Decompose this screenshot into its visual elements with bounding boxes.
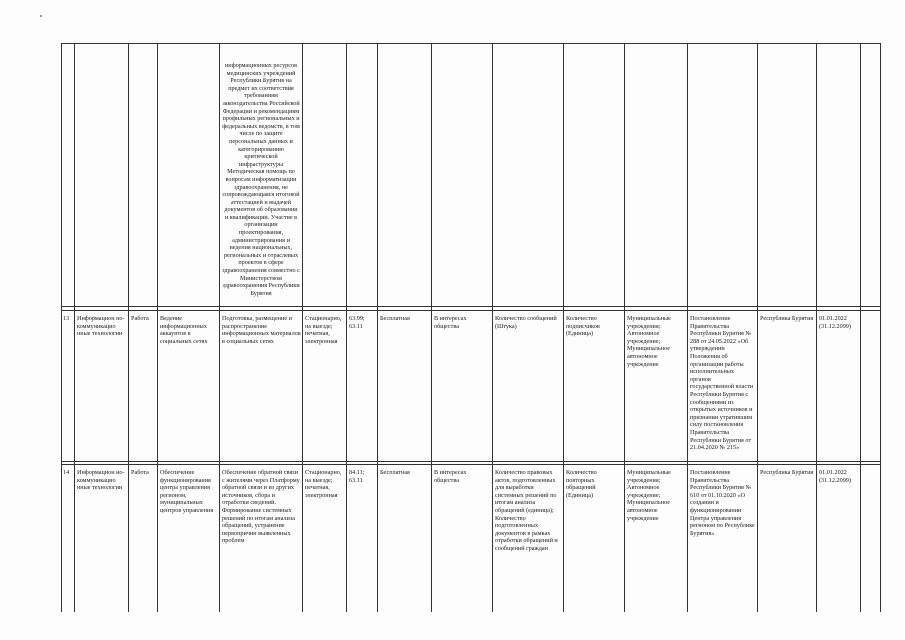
dates-text: 01.01.2022 (31.12.2099) bbox=[819, 315, 851, 330]
column-divider bbox=[860, 43, 861, 612]
row-14-indicator2-cell bbox=[566, 469, 623, 499]
content-text: Подготовка, размещение и распространение информационных материалов в социальных сетях bbox=[222, 315, 301, 345]
okved-text: 63.99; 63.11 bbox=[349, 315, 365, 330]
column-divider bbox=[377, 43, 378, 612]
row-13-number-cell bbox=[63, 315, 74, 323]
row-13-category-cell bbox=[77, 315, 127, 338]
column-divider bbox=[74, 43, 75, 612]
form-text: Стационарно, на выезде; печатная, электронная bbox=[305, 469, 342, 499]
row-14-interest-cell bbox=[434, 469, 491, 484]
row-14-payment-cell bbox=[380, 469, 430, 477]
row-14-basis-cell bbox=[690, 469, 756, 537]
activity-text: Обеспечение функционирования центра управления регионом, муниципальных центров управления bbox=[160, 469, 214, 514]
row-13-dates-cell bbox=[819, 315, 859, 330]
region-text: Республика Бурятия bbox=[760, 315, 814, 322]
institutions-text: Муниципальные учреждения; Автономное учреждение; Муниципальное автономное учреждение bbox=[627, 469, 671, 522]
row-13-payment-cell bbox=[380, 315, 430, 323]
indicator-text: Количество сообщений (Штука) bbox=[495, 315, 557, 330]
column-divider bbox=[219, 43, 220, 612]
basis-text: Постановление Правительства Республики Бурятия № 610 от 01.10.2020 «О создании и функционировании Центра управления регионом по Республике Бурятия» bbox=[690, 469, 755, 537]
continuation-cell bbox=[222, 62, 300, 297]
scan-speck bbox=[40, 15, 42, 17]
row-14-dates-cell bbox=[819, 469, 859, 484]
payment-text: Бесплатная bbox=[380, 469, 410, 476]
content-text: Обеспечение обратной связи с жителями через Платформу обратной связи и из других источников, сбора и отработки сведений. Формирование системных решений по итогам анализа обращений, устранение первопричин выявленных проблем bbox=[222, 469, 300, 545]
indicator2-text: Количество подписчиков (Единица) bbox=[566, 315, 600, 338]
row-number: 13 bbox=[63, 315, 70, 322]
row-13-content-cell bbox=[222, 315, 301, 345]
row-13-activity-cell bbox=[160, 315, 218, 345]
category-text: Информацион но-коммуникацио нные технологии bbox=[77, 315, 125, 338]
column-divider bbox=[128, 43, 129, 612]
row-14-institutions-cell bbox=[627, 469, 686, 522]
row-number: 14 bbox=[63, 469, 70, 476]
row-14-content-cell bbox=[222, 469, 301, 545]
row-14-okved-cell bbox=[349, 469, 376, 484]
region-text: Республика Бурятия bbox=[760, 469, 814, 476]
indicator-text: Количество правовых актов, подготовленных для выработки системных решений по итогам анализа обращений (единица); Количество подготовленных документов в рамках отработки обращений и сообщений граждан bbox=[495, 469, 558, 552]
row-14-form-cell bbox=[305, 469, 346, 499]
row-13-indicator2-cell bbox=[566, 315, 623, 338]
row-14-number-cell bbox=[63, 469, 74, 477]
column-divider bbox=[563, 43, 564, 612]
continuation-text: информационных ресурсов медицинских учреждений Республики Бурятия на предмет их соответствия требованиям законодательства Российской Федерации и рекомендациям профильных региональных и федеральных ведомств, в том числе по защите персональных данных и категорированию критической инфраструктуры Методическая помощь по вопросам информатизации здравоохранения, не сопровождающаяся итоговой аттестацией и выдачей документов об образовании и квалификации. Участие в организации проектирования, администрирования и ведения национальных, региональных и отраслевых проектов в сфере здравоохранения совместно с Министерством здравоохранения Республики Бурятия bbox=[222, 62, 300, 297]
row-14-type-cell bbox=[131, 469, 157, 477]
column-divider bbox=[757, 43, 758, 612]
column-divider bbox=[346, 43, 347, 612]
column-divider bbox=[302, 43, 303, 612]
column-divider bbox=[816, 43, 817, 612]
row-13-region-cell bbox=[760, 315, 815, 323]
row-13-type-cell bbox=[131, 315, 157, 323]
row-14-region-cell bbox=[760, 469, 815, 477]
type-text: Работа bbox=[131, 315, 149, 322]
row-13-interest-cell bbox=[434, 315, 491, 330]
column-divider bbox=[687, 43, 688, 612]
dates-text: 01.01.2022 (31.12.2099) bbox=[819, 469, 851, 484]
row-13-basis-cell bbox=[690, 315, 756, 452]
activity-text: Ведение информационных аккаунтов в социальных сетях bbox=[160, 315, 208, 345]
type-text: Работа bbox=[131, 469, 149, 476]
row-14-activity-cell bbox=[160, 469, 218, 515]
row-13-okved-cell bbox=[349, 315, 376, 330]
row-14-indicator-cell bbox=[495, 469, 562, 553]
institutions-text: Муниципальные учреждения; Автономное учреждение; Муниципальное автономное учреждение bbox=[627, 315, 671, 368]
interest-text: В интересах общества bbox=[434, 469, 467, 484]
row-13-institutions-cell bbox=[627, 315, 686, 368]
interest-text: В интересах общества bbox=[434, 315, 467, 330]
column-divider bbox=[624, 43, 625, 612]
column-divider bbox=[157, 43, 158, 612]
okved-text: 84.11; 63.11 bbox=[349, 469, 365, 484]
basis-text: Постановление Правительства Республики Бурятия № 288 от 24.05.2022 «Об утверждении Положения об организации работы исполнительных органов государственной власти Республики Бурятия с сообщениями из открытых источников и признании утратившим силу постановления Правительства Республики Бурятия от 21.04.2020 № 215» bbox=[690, 315, 754, 452]
row-13-indicator-cell bbox=[495, 315, 562, 330]
payment-text: Бесплатная bbox=[380, 315, 410, 322]
column-divider bbox=[492, 43, 493, 612]
category-text: Информацион но-коммуникацио нные технологии bbox=[77, 469, 125, 492]
row-14-category-cell bbox=[77, 469, 127, 492]
indicator2-text: Количество повторных обращений (Единица) bbox=[566, 469, 597, 499]
row-13-form-cell bbox=[305, 315, 346, 345]
column-divider bbox=[431, 43, 432, 612]
form-text: Стационарно, на выезде; печатная, электронная bbox=[305, 315, 342, 345]
